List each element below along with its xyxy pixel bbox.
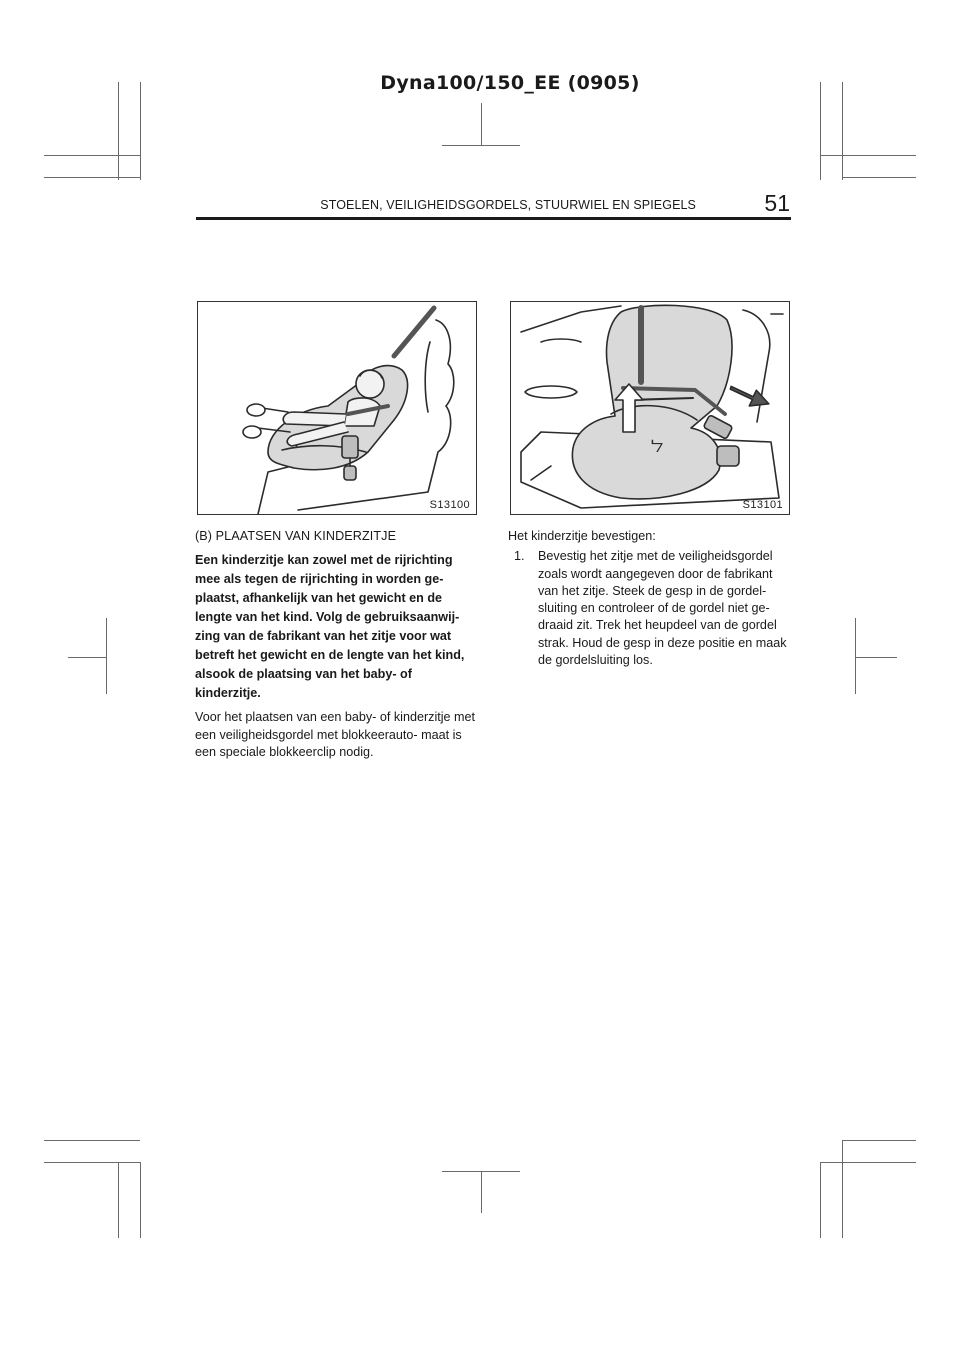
- section-heading: (B) PLAATSEN VAN KINDERZITJE: [195, 529, 397, 543]
- figure-child-seat-with-child: [197, 301, 477, 515]
- chapter-header-title: STOELEN, VEILIGHEIDSGORDELS, STUURWIEL EN SPIEGELS: [320, 198, 696, 212]
- figure-belt-fastening: [510, 301, 790, 515]
- step-text: Bevestig het zitje met de veiligheidsgordel zoals wordt aangegeven door de fabrikant van het zitje. Steek de gesp in de gordel- sluiting en controleer of de gordel niet ge- draaid zit. Trek het heupdeel van de gordel strak. Houd de gesp in deze positie en maak de gordelsluiting los.: [538, 549, 787, 668]
- svg-text:ﬥ: ﬥ: [651, 437, 665, 456]
- step-item: [508, 548, 790, 669]
- step-number: 1.: [514, 549, 525, 564]
- right-column: [508, 528, 790, 669]
- page-number: 51: [764, 190, 790, 216]
- body-paragraph: Voor het plaatsen van een baby‑ of kinderzitje met een veiligheidsgordel met blokkeerauto- maat is een speciale blokkeerclip nodig.: [195, 710, 476, 759]
- header-rule: [196, 217, 791, 220]
- steps-intro: Het kinderzitje bevestigen:: [508, 529, 656, 543]
- document-code: Dyna100/150_EE (0905): [380, 72, 640, 94]
- warning-paragraph: Een kinderzitje kan zowel met de rijrichting mee als tegen de rijrichting in worden ge- plaatst, afhankelijk van het gewicht en de lengte van het kind. Volg de gebruiksaanwij- zing van de fabrikant van het zitje voor wat betreft het gewicht en de lengte van het kind, alsook de plaatsing van het baby- of kinderzitje.: [195, 553, 465, 701]
- left-column: [195, 528, 480, 761]
- figure-code: S13100: [429, 499, 470, 511]
- belt-fastening-illustration: [511, 302, 789, 514]
- figure-code: S13101: [742, 499, 783, 511]
- child-seat-illustration: [198, 302, 476, 514]
